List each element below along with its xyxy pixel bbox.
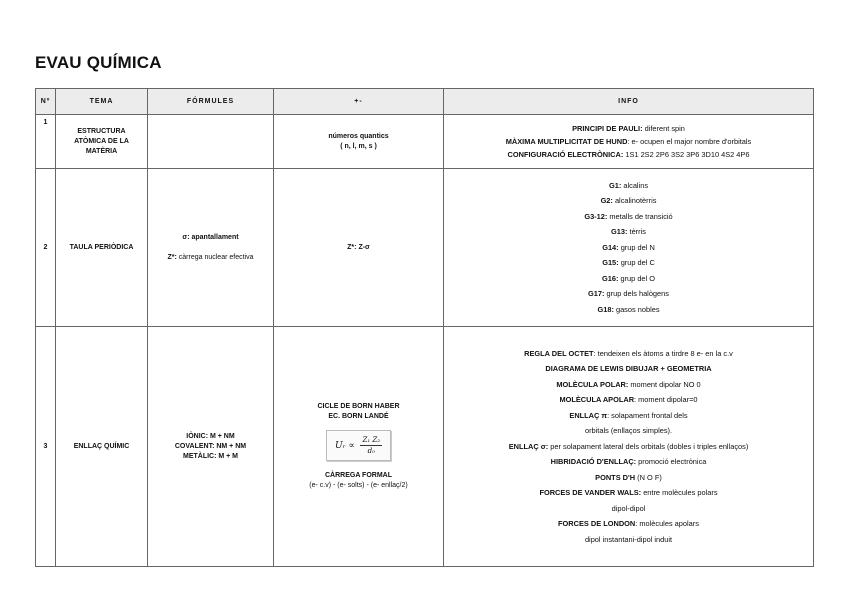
page-title: EVAU QUÍMICA <box>35 53 162 72</box>
row-plus-minus <box>274 115 444 169</box>
header-info: INFO <box>444 89 814 115</box>
info-line: MOLÈCULA POLAR: moment dipolar NO 0 <box>556 379 701 389</box>
formal-charge-formula: (e- c.v) - (e- solts) - (e- enllaç/2) <box>309 482 408 489</box>
info-line: G16: grup del O <box>601 273 655 283</box>
info-line: G17: grup dels halògens <box>588 289 669 299</box>
row-number: 1 <box>36 115 56 169</box>
row-info <box>444 327 814 567</box>
info-line: G15: grup del C <box>602 258 655 268</box>
info-line: FORCES DE LONDON: molècules apolars <box>558 519 699 529</box>
header-tema: TEMA <box>56 89 148 115</box>
info-line: CONFIGURACIÓ ELECTRÒNICA: 1S1 2S2 2P6 3S2 3P6 3D10 4S2 4P6 <box>507 150 750 159</box>
header-plus-minus: +- <box>274 89 444 115</box>
formula-denominator: d₀ <box>367 447 375 455</box>
row-tema: ESTRUCTURA ATÒMICA DE LA MATÈRIA <box>56 115 148 169</box>
quantum-numbers-label: números quantics <box>328 132 389 140</box>
info-line: DIAGRAMA DE LEWIS DIBUJAR + GEOMETRIA <box>545 364 712 374</box>
row-tema: TAULA PERIÒDICA <box>56 169 148 327</box>
formal-charge-label: CÀRREGA FORMAL <box>324 472 392 479</box>
formula-line: METÀLIC: M + M <box>182 452 239 460</box>
info-line: PRINCIPI DE PAULI: diferent spin <box>572 124 685 133</box>
row-plus-minus: Z*: Z-σ <box>274 169 444 327</box>
formula-line: COVALENT: NM + NM <box>174 442 247 450</box>
info-line: G14: grup del N <box>602 242 655 252</box>
row-number: 3 <box>36 327 56 567</box>
formula-line: σ: apantallament <box>182 233 239 241</box>
born-lande-label: EC. BORN LANDÉ <box>328 413 389 420</box>
row-tema: ENLLAÇ QUÍMIC <box>56 327 148 567</box>
table-row <box>36 327 814 567</box>
born-haber-label: CICLE DE BORN HABER <box>317 403 400 410</box>
formula-lhs: Uᵣ ∝ <box>334 441 355 451</box>
row-number: 2 <box>36 169 56 327</box>
formula-numerator: Z₁ Z₂ <box>362 436 381 444</box>
info-line: MÀXIMA MULTIPLICITAT DE HUND: e- ocupen el major nombre d'orbitals <box>505 137 752 146</box>
table-row <box>36 115 814 169</box>
formula-line: Z*: càrrega nuclear efectiva <box>167 253 254 261</box>
table-row <box>36 169 814 327</box>
info-line: G18: gasos nobles <box>597 304 660 314</box>
info-line: G1: alcalins <box>608 180 649 190</box>
info-line: orbitals (enllaços simples). <box>584 426 673 436</box>
info-line: G2: alcalinotèrris <box>600 196 657 206</box>
formula-fraction <box>360 435 382 456</box>
info-line: dipol instantani-dipol induit <box>584 534 673 544</box>
info-line: G3-12: metalls de transició <box>584 211 673 221</box>
info-line: ENLLAÇ σ: per solapament lateral dels orbitals (dobles i triples enllaços) <box>508 441 749 451</box>
row-info <box>444 115 814 169</box>
info-line: G13: tèrris <box>611 227 646 237</box>
chemistry-table <box>35 88 814 567</box>
info-line: FORCES DE VANDER WALS: entre molècules polars <box>539 488 718 498</box>
info-line: REGLA DEL OCTET: tendeixen els àtoms a tirdre 8 e- en la c.v <box>524 348 733 358</box>
row-formules <box>148 327 274 567</box>
row-plus-minus <box>274 327 444 567</box>
formula-line: IÒNIC: M + NM <box>186 432 235 440</box>
info-line: PONTS D'H (N O F) <box>595 472 662 482</box>
quantum-numbers-values: ( n, l, m, s ) <box>340 142 377 150</box>
header-row <box>36 89 814 115</box>
info-line: HIBRIDACIÓ D'ENLLAÇ: promoció electrònica <box>550 457 707 467</box>
header-num: Nº <box>36 89 56 115</box>
row-formules <box>148 115 274 169</box>
row-formules <box>148 169 274 327</box>
row-info <box>444 169 814 327</box>
header-formules: FÓRMULES <box>148 89 274 115</box>
info-line: dipol-dipol <box>611 503 646 513</box>
info-line: MOLÈCULA APOLAR: moment dipolar=0 <box>559 395 698 405</box>
info-line: ENLLAÇ π: solapament frontal dels <box>569 410 688 420</box>
born-lande-formula <box>326 430 391 461</box>
